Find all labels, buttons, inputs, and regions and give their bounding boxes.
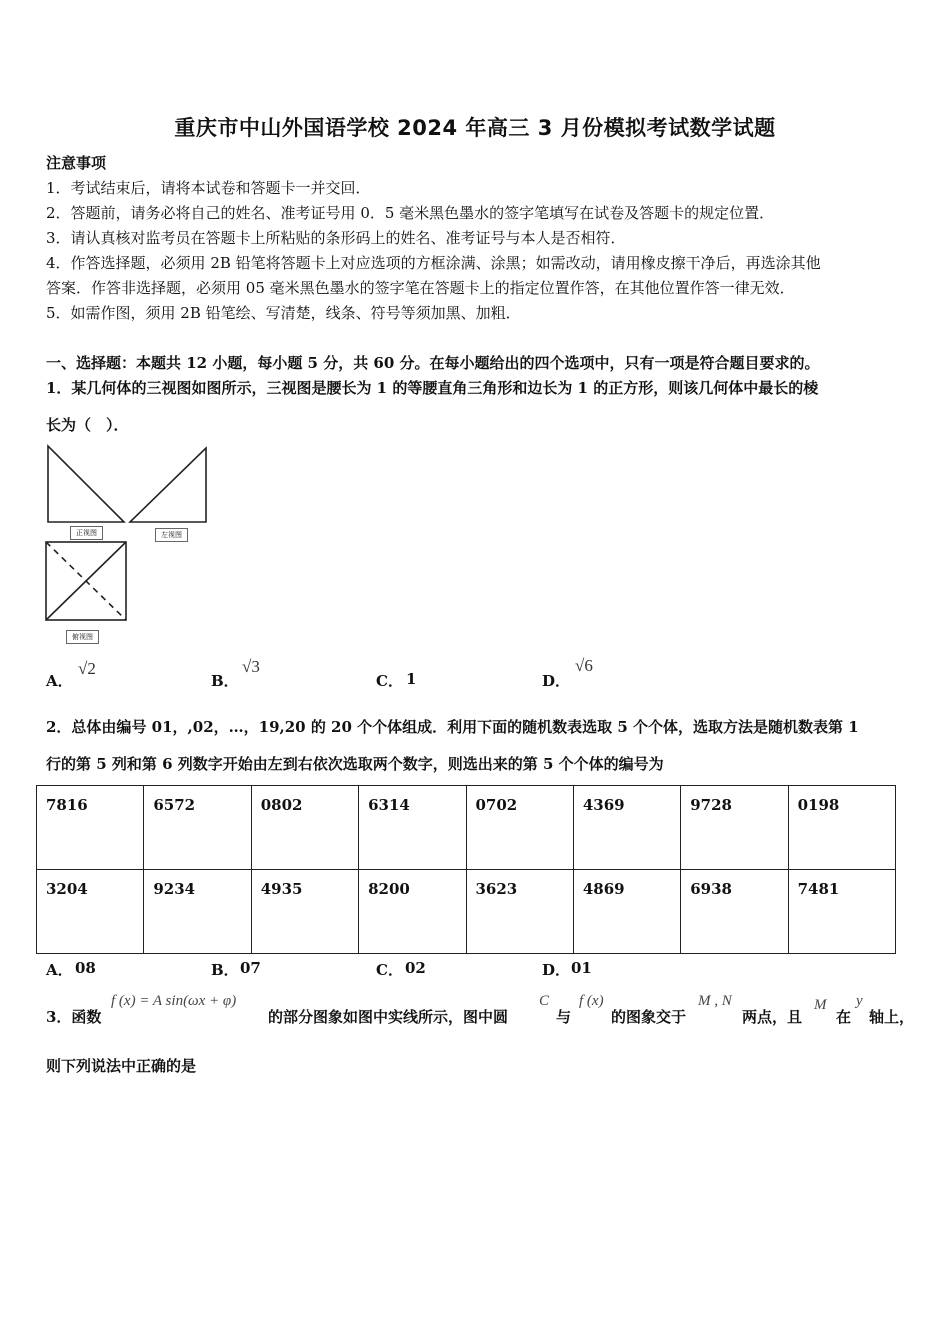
table-cell: 9234	[144, 870, 251, 954]
q1-option-b-value: √3	[242, 657, 260, 676]
table-cell: 3204	[37, 870, 144, 954]
table-cell: 4869	[573, 870, 680, 954]
q3-circle-c: C	[539, 993, 550, 1009]
table-cell: 8200	[359, 870, 466, 954]
q2-option-c-value: 02	[405, 959, 426, 977]
q1-option-b-label: B．	[211, 672, 239, 690]
table-cell: 6314	[359, 786, 466, 870]
q2-option-a-label: A．	[46, 961, 73, 979]
q1-option-a-label: A．	[46, 672, 73, 690]
q3-prefix: 3．函数	[46, 1008, 102, 1026]
notice-heading: 注意事项	[46, 154, 107, 172]
table-cell: 6938	[681, 870, 788, 954]
table-row	[37, 786, 896, 870]
q1-option-d-label: D．	[542, 672, 571, 690]
q3-m: M	[814, 997, 827, 1013]
table-cell: 0802	[251, 786, 358, 870]
q3-stem-cont: 则下列说法中正确的是	[46, 1057, 197, 1075]
side-view-caption: 左视图	[155, 528, 188, 542]
notice-item: 2．答题前，请务必将自己的姓名、准考证号用 0．5 毫米黑色墨水的签字笔填写在试卷及答题卡的规定位置．	[46, 204, 775, 222]
q3-text-1: 的部分图象如图中实线所示，图中圆	[268, 1008, 509, 1026]
table-cell: 4369	[573, 786, 680, 870]
random-number-table	[36, 785, 896, 954]
q2-option-d-label: D．	[542, 961, 571, 979]
table-row	[37, 870, 896, 954]
table-cell: 0702	[466, 786, 573, 870]
q1-stem-cont: 长为（ ）．	[46, 416, 129, 434]
q3-text-5: 在	[836, 1008, 852, 1026]
q1-option-a-value: √2	[78, 659, 96, 678]
q2-option-d-value: 01	[571, 959, 592, 977]
q3-text-6: 轴上，	[869, 1008, 915, 1026]
q3-text-3: 的图象交于	[611, 1008, 687, 1026]
q3-text-2: 与	[556, 1008, 572, 1026]
three-view-figure	[40, 440, 220, 650]
q3-mn: M , N	[698, 993, 732, 1009]
q2-option-b-value: 07	[240, 959, 261, 977]
notice-item: 答案．作答非选择题，必须用 05 毫米黑色墨水的签字笔在答题卡上的指定位置作答，在其他位置作答一律无效．	[46, 279, 795, 297]
table-cell: 6572	[144, 786, 251, 870]
front-view-caption: 正视图	[70, 526, 103, 540]
q2-option-b-label: B．	[211, 961, 239, 979]
q3-text-4: 两点，且	[742, 1008, 803, 1026]
table-cell: 7481	[788, 870, 895, 954]
q1-stem: 1．某几何体的三视图如图所示，三视图是腰长为 1 的等腰直角三角形和边长为 1 的正方形，则该几何体中最长的棱	[46, 379, 819, 397]
notice-item: 1．考试结束后，请将本试卷和答题卡一并交回．	[46, 179, 371, 197]
page-title: 重庆市中山外国语学校 2024 年高三 3 月份模拟考试数学试题	[174, 116, 776, 140]
table-cell: 4935	[251, 870, 358, 954]
q3-fx: f (x)	[579, 993, 604, 1009]
q3-function: f (x) = A sin(ωx + φ)	[111, 993, 237, 1009]
table-cell: 7816	[37, 786, 144, 870]
q2-option-a-value: 08	[75, 959, 96, 977]
notice-item: 4．作答选择题，必须用 2B 铅笔将答题卡上对应选项的方框涂满、涂黑；如需改动，请用橡皮擦干净后，再选涂其他	[46, 254, 821, 272]
q1-option-d-value: √6	[575, 656, 593, 675]
q2-stem-cont: 行的第 5 列和第 6 列数字开始由左到右依次选取两个数字，则选出来的第 5 个个体的编号为	[46, 755, 664, 773]
q2-option-c-label: C．	[376, 961, 403, 979]
q1-option-c-label: C．	[376, 672, 403, 690]
notice-item: 5．如需作图，须用 2B 铅笔绘、写清楚，线条、符号等须加黑、加粗．	[46, 304, 521, 322]
section-heading: 一、选择题：本题共 12 小题，每小题 5 分，共 60 分。在每小题给出的四个选项中，只有一项是符合题目要求的。	[46, 354, 820, 372]
table-cell: 3623	[466, 870, 573, 954]
table-cell: 9728	[681, 786, 788, 870]
table-cell: 0198	[788, 786, 895, 870]
front-view-shape	[48, 446, 124, 522]
side-view-shape	[130, 448, 206, 522]
q3-y: y	[856, 993, 863, 1009]
notice-item: 3．请认真核对监考员在答题卡上所粘贴的条形码上的姓名、准考证号与本人是否相符．	[46, 229, 626, 247]
q2-stem: 2．总体由编号 01，,02，…，19,20 的 20 个个体组成．利用下面的随机数表选取 5 个个体，选取方法是随机数表第 1	[46, 718, 859, 736]
top-view-caption: 俯视图	[66, 630, 99, 644]
q1-option-c-value: 1	[406, 670, 417, 688]
